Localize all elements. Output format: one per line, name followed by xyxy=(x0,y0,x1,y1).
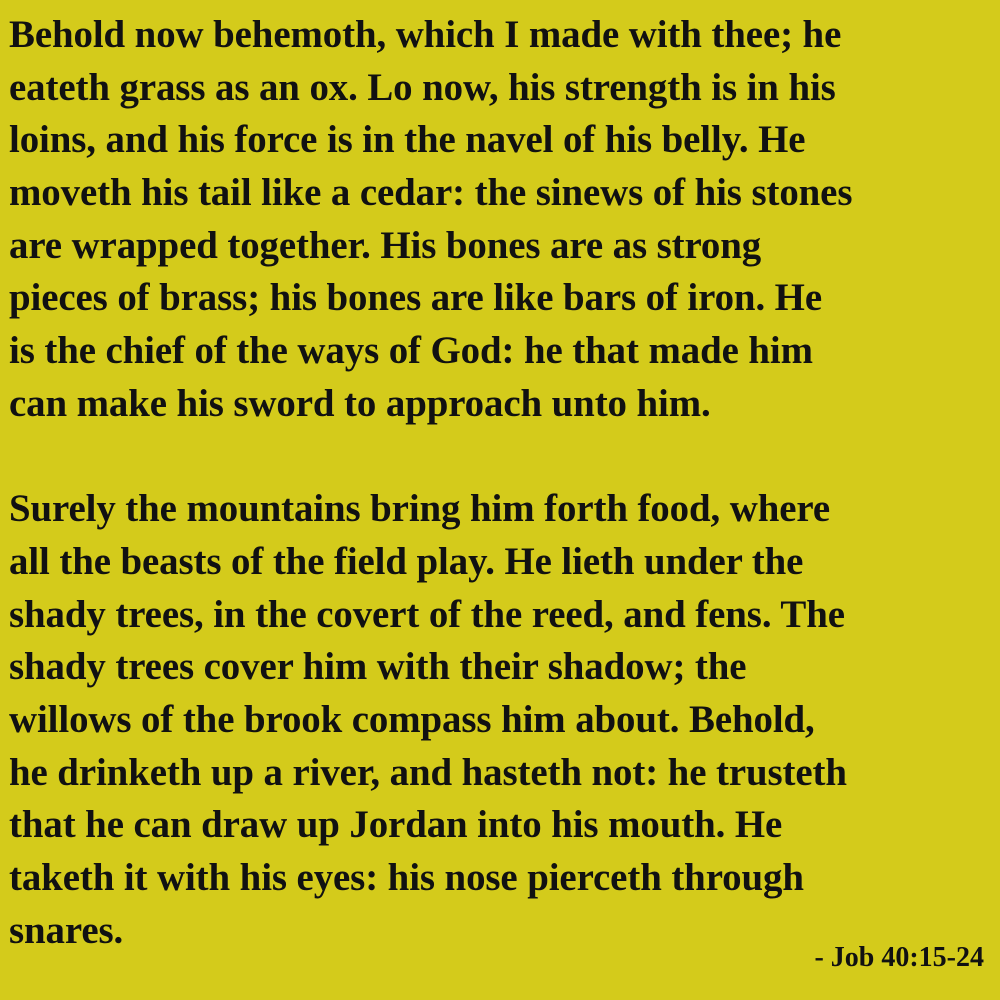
paragraph-2-line: willows of the brook compass him about. Behold, xyxy=(9,697,815,741)
paragraph-2-line: shady trees, in the covert of the reed, and fens. The xyxy=(9,592,845,636)
paragraph-2-line: snares. xyxy=(9,908,124,952)
paragraph-2-line: shady trees cover him with their shadow; the xyxy=(9,645,747,689)
paragraph-1-line: are wrapped together. His bones are as strong xyxy=(9,223,762,267)
paragraph-1-line: eateth grass as an ox. Lo now, his strength is in his xyxy=(9,65,836,109)
paragraph-spacer xyxy=(9,431,994,484)
paragraph-2-line: taketh it with his eyes: his nose pierceth through xyxy=(9,856,804,899)
paragraph-1-line: Behold now behemoth, which I made with thee; he xyxy=(9,13,842,56)
paragraph-1-line: loins, and his force is in the navel of his belly. He xyxy=(9,118,806,162)
paragraph-1-line: can make his sword to approach unto him. xyxy=(9,381,711,425)
paragraph-1-line: is the chief of the ways of God: he that made him xyxy=(9,329,813,373)
scripture-text xyxy=(9,9,994,957)
paragraph-2-line: that he can draw up Jordan into his mouth. He xyxy=(9,803,783,847)
paragraph-1-line: moveth his tail like a cedar: the sinews of his stones xyxy=(9,171,853,215)
paragraph-2-line: all the beasts of the field play. He lieth under the xyxy=(9,539,804,583)
paragraph-1-line: pieces of brass; his bones are like bars of iron. He xyxy=(9,276,822,320)
paragraph-2-line: he drinketh up a river, and hasteth not: he trusteth xyxy=(9,750,847,794)
paragraph-2-line: Surely the mountains bring him forth food, where xyxy=(9,487,830,531)
verse-citation: - Job 40:15-24 xyxy=(814,942,984,973)
